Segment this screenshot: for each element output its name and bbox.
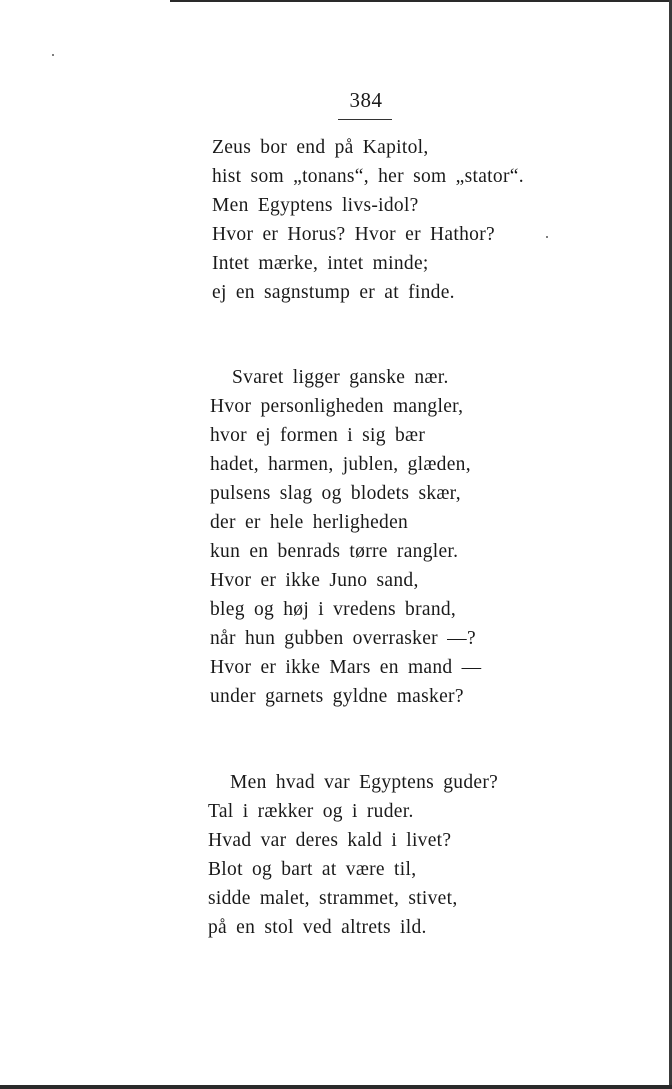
verse-line: Zeus bor end på Kapitol, (212, 137, 429, 158)
verse-line: Intet mærke, intet minde; (212, 253, 429, 274)
verse-line: Tal i rækker og i ruder. (208, 801, 414, 822)
page-number: 384 (349, 88, 383, 112)
verse-line: når hun gubben overrasker —? (210, 628, 476, 649)
stanza-2 (210, 363, 481, 711)
verse-line: under garnets gyldne masker? (210, 686, 464, 707)
verse-line: Hvor er ikke Juno sand, (210, 570, 419, 591)
verse-line: pulsens slag og blodets skær, (210, 483, 461, 504)
verse-line: der er hele herligheden (210, 512, 409, 533)
verse-line: Hvad var deres kald i livet? (208, 830, 452, 851)
verse-line: Men hvad var Egyptens guder? (230, 772, 499, 793)
verse-line: Svaret ligger ganske nær. (232, 367, 449, 388)
verse-line: ej en sagnstump er at finde. (212, 282, 455, 303)
verse-line: hist som „tonans“, her som „stator“. (212, 166, 524, 187)
verse-line: på en stol ved altrets ild. (208, 917, 427, 938)
stanza-3 (208, 768, 498, 942)
verse-line: Hvor er Horus? Hvor er Hathor? (212, 224, 495, 245)
page-number-rule (338, 119, 392, 120)
verse-line: Hvor personligheden mangler, (210, 396, 464, 417)
verse-line: Blot og bart at være til, (208, 859, 417, 880)
verse-line: hvor ej formen i sig bær (210, 425, 426, 446)
verse-line: Hvor er ikke Mars en mand — (210, 657, 482, 678)
scan-edge-bottom (0, 1085, 672, 1089)
verse-line: kun en benrads tørre rangler. (210, 541, 459, 562)
scan-speck (52, 54, 54, 56)
scan-speck (546, 236, 548, 238)
verse-line: bleg og høj i vredens brand, (210, 599, 457, 620)
stanza-1 (212, 133, 524, 307)
verse-line: sidde malet, strammet, stivet, (208, 888, 458, 909)
scan-edge-top (170, 0, 672, 2)
verse-line: hadet, harmen, jublen, glæden, (210, 454, 471, 475)
verse-line: Men Egyptens livs-idol? (212, 195, 419, 216)
